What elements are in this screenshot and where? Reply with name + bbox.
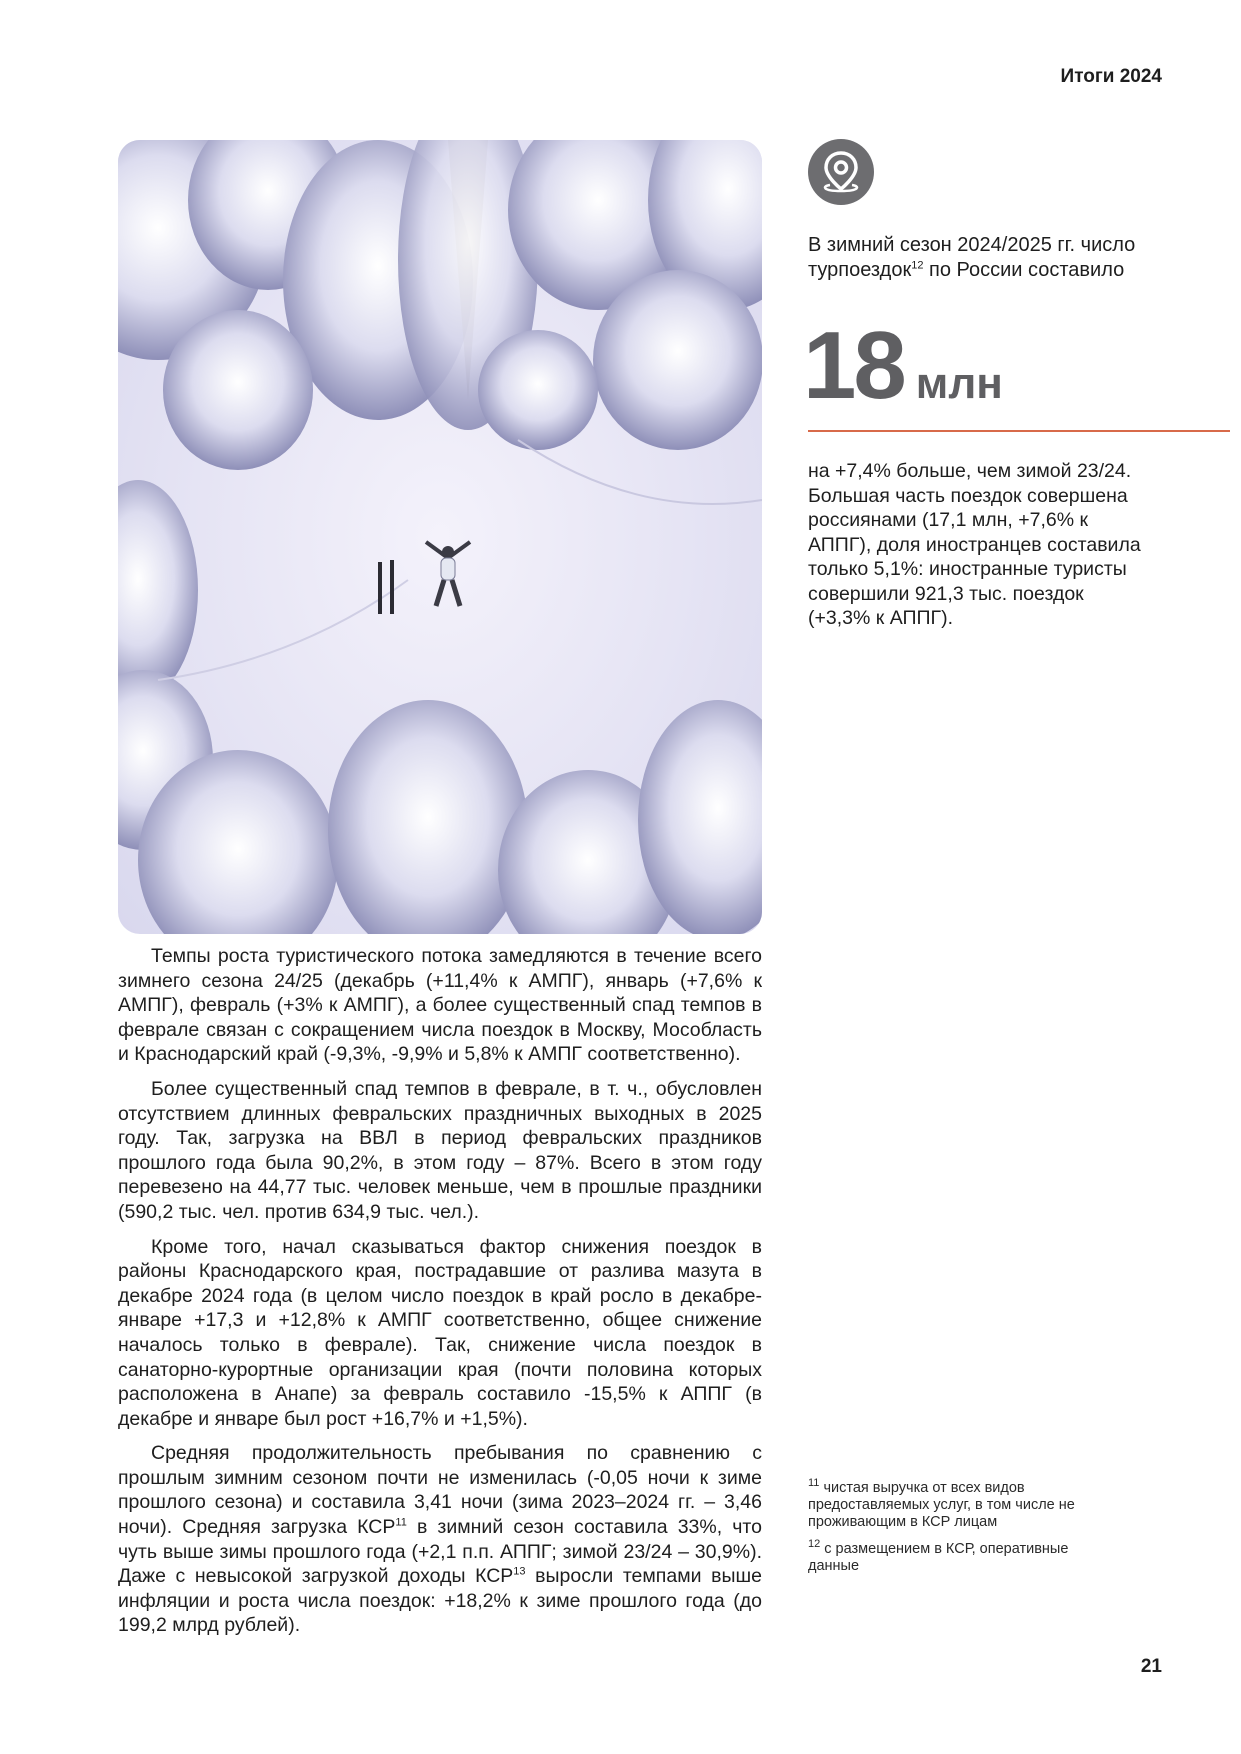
footnote-12: $^{12}$ с размещением в КСР, оперативные данные [808,1538,1069,1574]
trips-unit: млн [915,359,1003,408]
page-number: 21 [1140,1656,1162,1677]
accent-divider [808,430,1230,432]
paragraph-3: Кроме того, начал сказываться фактор снижения поездок в районы Краснодарского края, пострадавшие от разлива мазута в декабре 2024 года (в целом число поездок в край росло в декабре-январе +17,3 и +12,8% к АМПГ соответственно, общее снижение началось только в феврале). Так, снижение числа поездок в санаторно-курортные организации края (почти половина которых расположена в Анапе) за февраль составило -15,5% к АППГ (в декабре и январе был рост +16,7% и +1,5%). [118,1235,762,1430]
season-intro-text: В зимний сезон 2024/2025 гг. число турпоездок$^{12}$ по России составило [808,234,1136,281]
trips-big-number: 18 млн [803,312,1003,419]
footnotes [808,1477,1108,1585]
trips-description: на +7,4% больше, чем зимой 23/24. Большая часть поездок совершена россиянами (17,1 млн, +7,6% к АППГ), доля иностранцев составила только 5,1%: иностранные туристы совершили 921,3 тыс. поездок (+3,3% к АППГ). [808,460,1141,629]
page-header-title: Итоги 2024 [1060,66,1162,87]
paragraph-2: Более существенный спад темпов в феврале, в т. ч., обусловлен отсутствием длинных февральских праздничных выходных в 2025 году. Так, загрузка на ВВЛ в период февральских праздников прошлого года была 90,2%, в этом году – 87%. Всего в этом году перевезено на 44,77 тыс. человек меньше, чем в прошлые праздники (590,2 тыс. чел. против 634,9 тыс. чел.). [118,1077,762,1223]
footnote-11: $^{11}$ чистая выручка от всех видов предоставляемых услуг, в том числе не проживающим в КСР лицам [808,1477,1075,1530]
winter-forest-photo [118,140,762,934]
paragraph-1: Темпы роста туристического потока замедляются в течение всего зимнего сезона 24/25 (декабрь (+11,4% к АМПГ), январь (+7,6% к АМПГ), февраль (+3% к АМПГ), а более существенный спад темпов в феврале связан с сокращением числа поездок в Москву, Мособласть и Краснодарский край (-9,3%, -9,9% и 5,8% к АМПГ соответственно). [118,945,762,1066]
paragraph-4: Средняя продолжительность пребывания по сравнению с прошлым зимним сезоном почти не изменилась (-0,05 ночи к зиме прошлого сезона) и составила 3,41 ночи (зима 2023–2024 гг. – 3,46 ночи). Средняя загрузка КСР$^{11}$ в зимний сезон составила 33%, что чуть выше зимы прошлого года (+2,1 п.п. АППГ; зимой 23/24 – 30,9%). Даже с невысокой загрузкой доходы КСР$^{13}$ выросли темпами выше инфляции и роста числа поездок: +18,2% к зиме прошлого года (до 199,2 млрд рублей). [118,1442,762,1637]
main-body-text [118,944,762,1648]
location-pin-icon [808,139,874,205]
